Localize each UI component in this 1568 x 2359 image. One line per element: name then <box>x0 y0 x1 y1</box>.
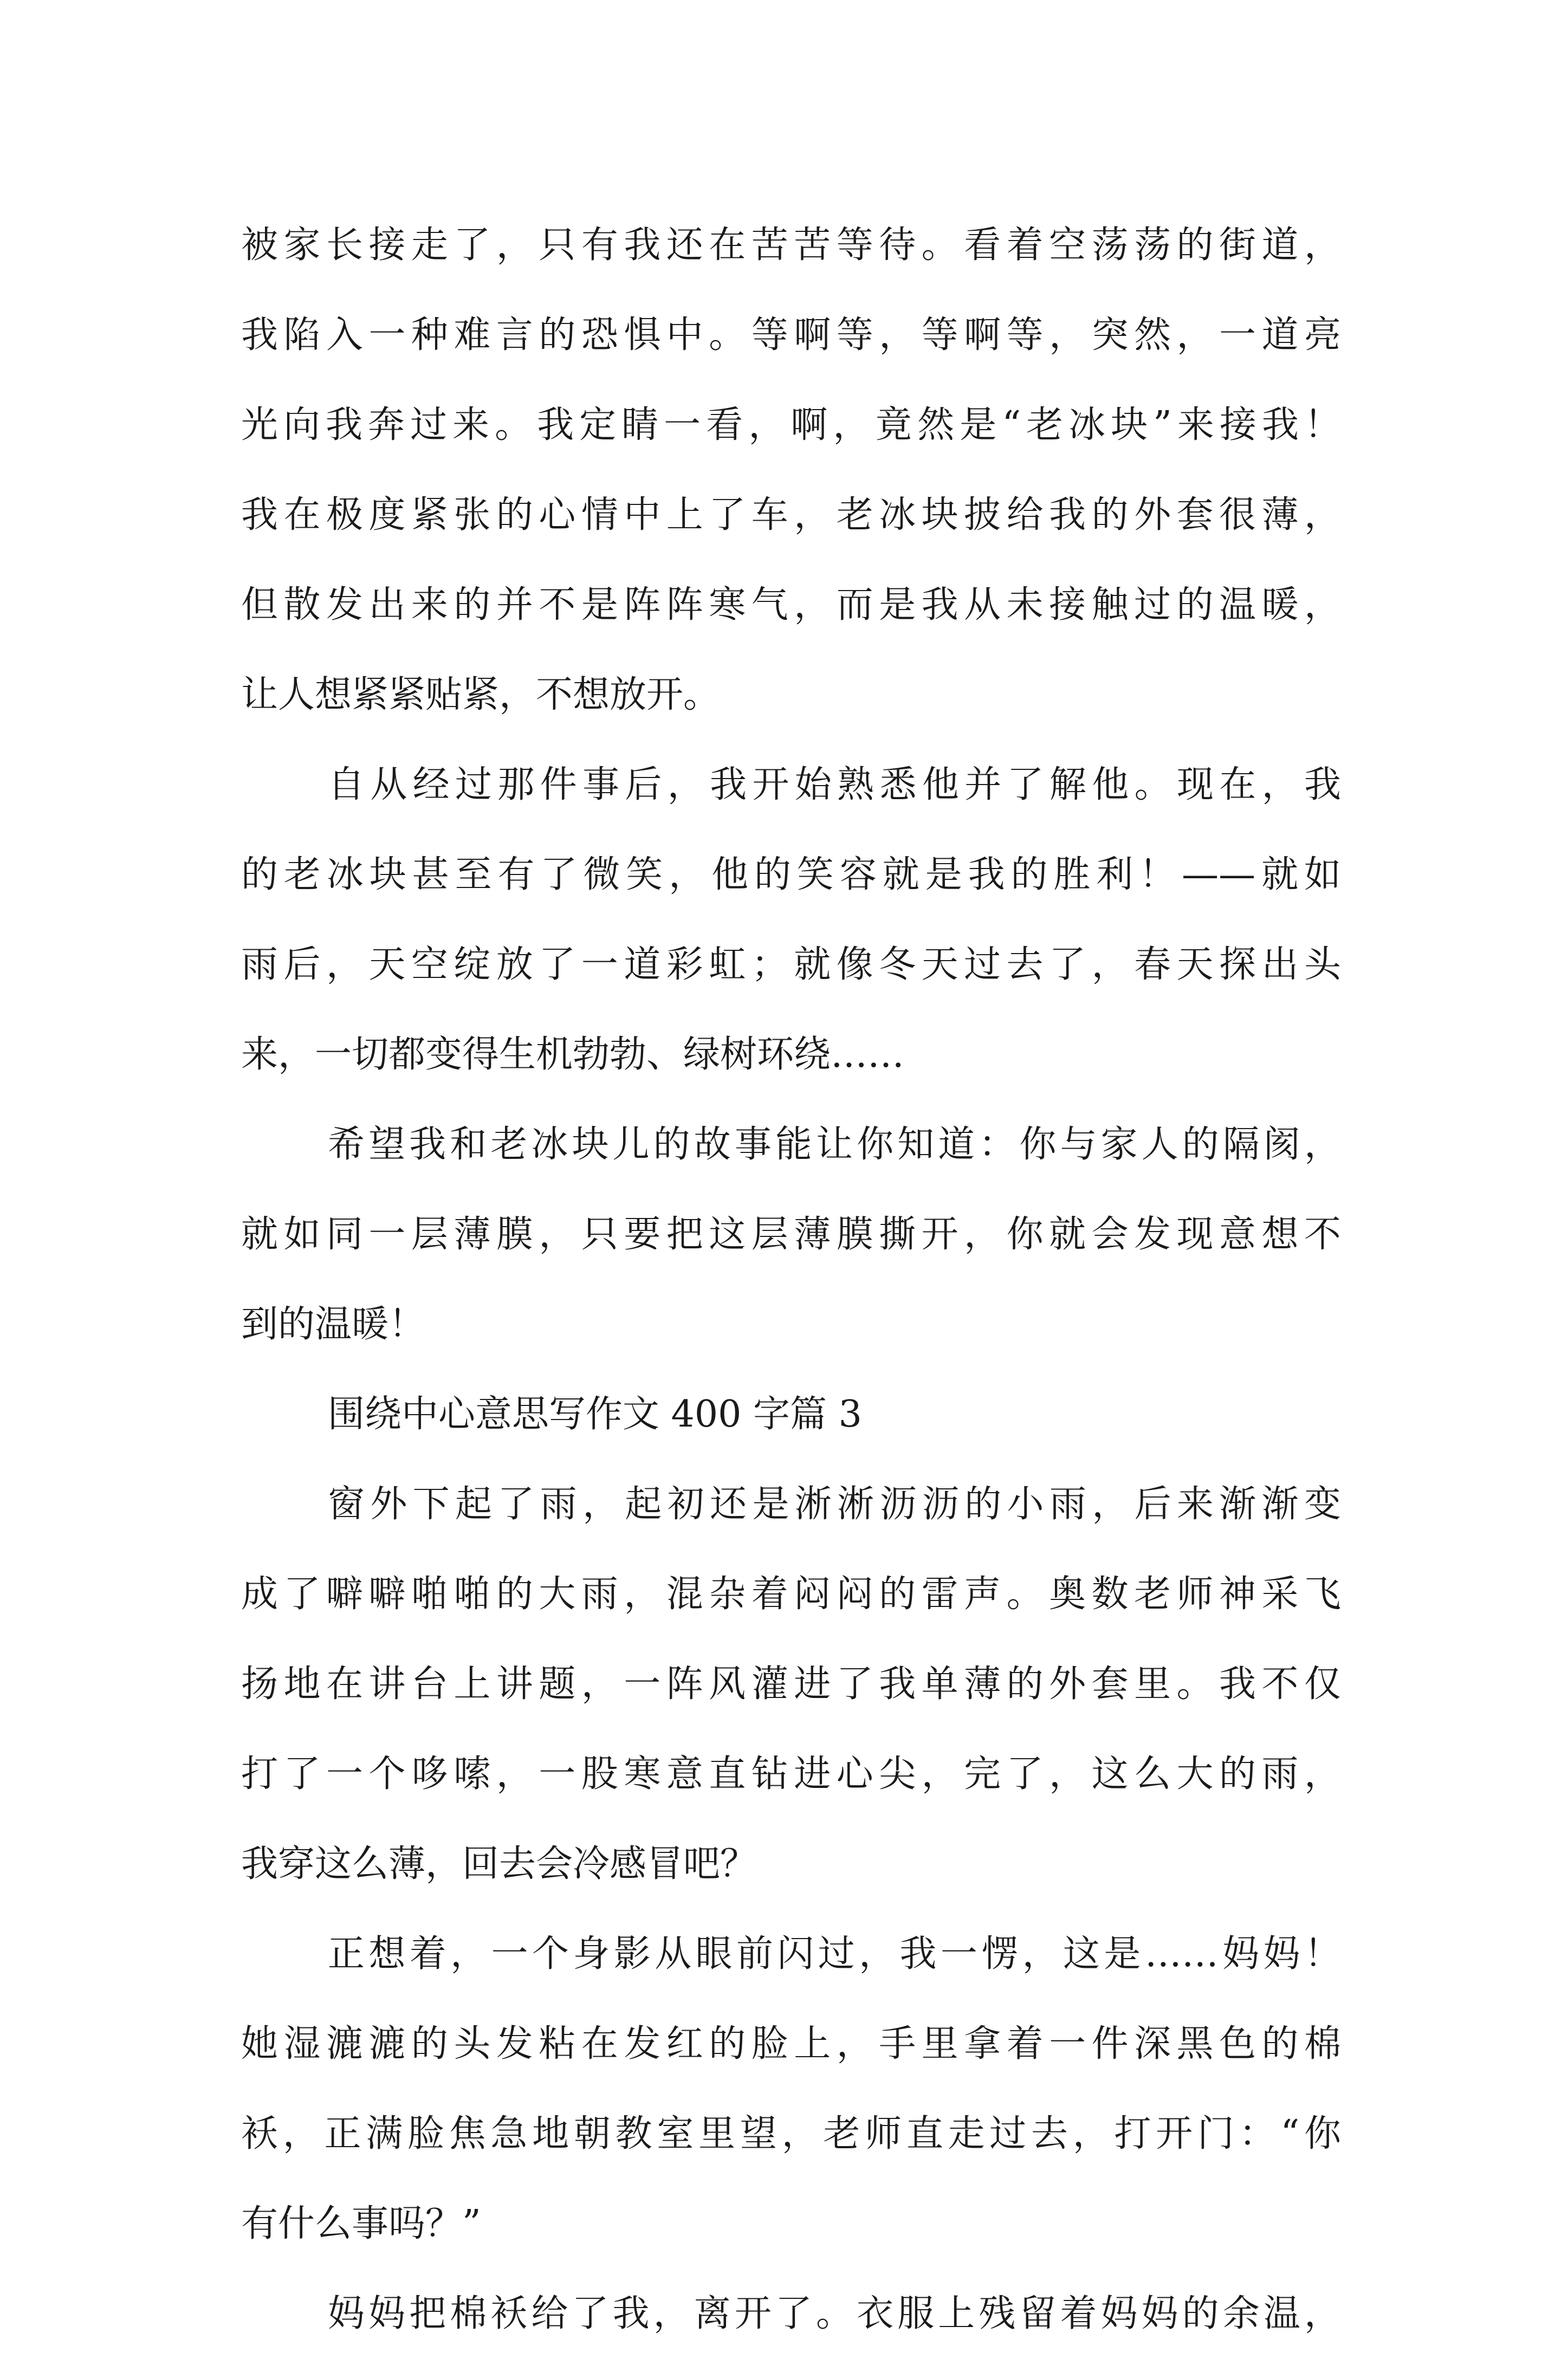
text-line: 有什么事吗？” <box>241 2202 481 2245</box>
text-line: 让人想紧紧贴紧，不想放开。 <box>241 673 721 716</box>
text-line: 妈妈把棉袄给了我，离开了。衣服上残留着妈妈的余温， <box>328 2292 1341 2335</box>
text-line: 希望我和老冰块儿的故事能让你知道：你与家人的隔阂， <box>328 1123 1341 1166</box>
text-line: 来，一切都变得生机勃勃、绿树环绕…… <box>241 1033 905 1076</box>
text-line: 袄，正满脸焦急地朝教室里望，老师直走过去，打开门：“你 <box>241 2112 1341 2155</box>
text-line: 的老冰块甚至有了微笑，他的笑容就是我的胜利！——就如 <box>241 853 1341 896</box>
text-line: 窗外下起了雨，起初还是淅淅沥沥的小雨，后来渐渐变 <box>328 1483 1341 1526</box>
text-line: 成了噼噼啪啪的大雨，混杂着闷闷的雷声。奥数老师神采飞 <box>241 1573 1341 1616</box>
text-line: 雨后，天空绽放了一道彩虹；就像冬天过去了，春天探出头 <box>241 943 1341 986</box>
text-line: 就如同一层薄膜，只要把这层薄膜撕开，你就会发现意想不 <box>241 1213 1341 1256</box>
text-line: 自从经过那件事后，我开始熟悉他并了解他。现在，我 <box>328 763 1341 806</box>
text-line: 到的温暖！ <box>241 1303 426 1346</box>
text-line: 她湿漉漉的头发粘在发红的脸上，手里拿着一件深黑色的棉 <box>241 2023 1341 2065</box>
text-line: 打了一个哆嗦，一股寒意直钻进心尖，完了，这么大的雨， <box>241 1753 1341 1796</box>
text-line: 被家长接走了，只有我还在苦苦等待。看着空荡荡的街道， <box>241 224 1341 267</box>
text-line: 我陷入一种难言的恐惧中。等啊等，等啊等，突然，一道亮 <box>241 314 1341 357</box>
text-line: 光向我奔过来。我定睛一看，啊，竟然是“老冰块”来接我！ <box>241 404 1341 446</box>
text-line: 正想着，一个身影从眼前闪过，我一愣，这是……妈妈！ <box>328 1933 1341 1975</box>
text-line: 但散发出来的并不是阵阵寒气，而是我从未接触过的温暖， <box>241 584 1341 626</box>
text-line: 我在极度紧张的心情中上了车，老冰块披给我的外套很薄， <box>241 494 1341 536</box>
text-line: 我穿这么薄，回去会冷感冒吧？ <box>241 1843 757 1885</box>
text-line: 围绕中心意思写作文 400 字篇 3 <box>328 1393 862 1436</box>
text-line: 扬地在讲台上讲题，一阵风灌进了我单薄的外套里。我不仅 <box>241 1663 1341 1706</box>
essay-text <box>241 200 1341 2359</box>
